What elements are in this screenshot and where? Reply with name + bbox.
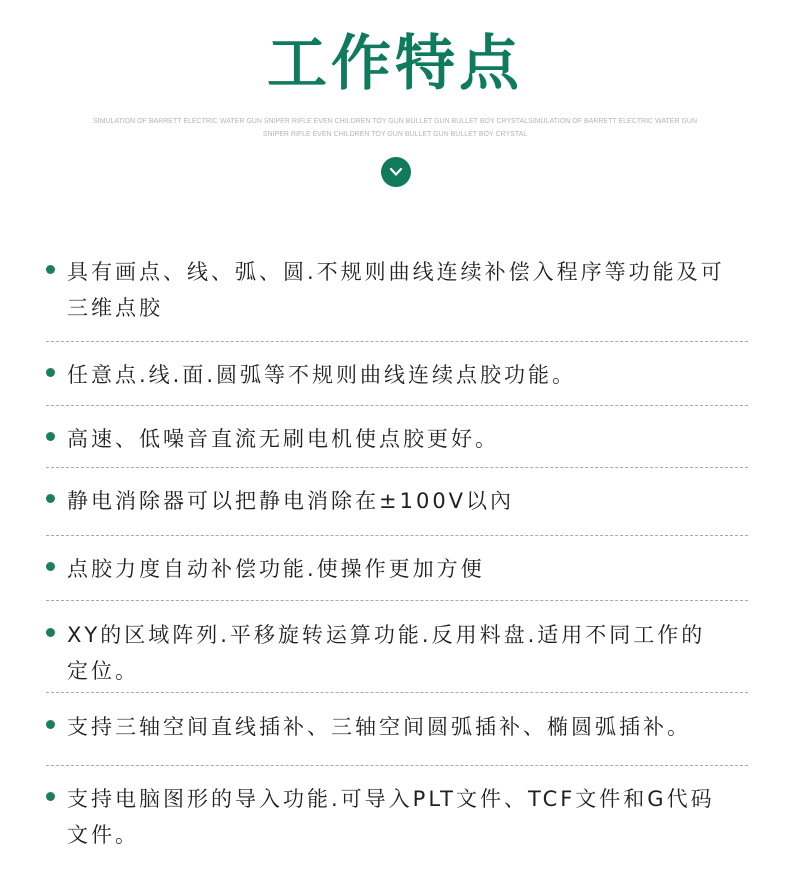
- feature-item: [46, 483, 746, 519]
- feature-text: 静电消除器可以把静电消除在±100V以內: [67, 489, 515, 513]
- feature-item: [46, 617, 746, 689]
- feature-text: 点胶力度自动补偿功能.使操作更加方便: [67, 557, 485, 581]
- divider: [46, 405, 748, 406]
- divider: [46, 765, 748, 766]
- page-subtitle: SIMULATION OF BARRETT ELECTRIC WATER GUN SNIPER RIFLE EVEN CHILDREN TOY GUN BULLET GUN BULLET BOY CRYSTALSIMULATION OF BARRETT ELECTRIC WATER GUN SNIPER RIFLE EVEN CHILDREN TOY GUN BULLET GUN BULLET BOY CRYSTAL: [92, 118, 698, 138]
- divider: [46, 600, 748, 601]
- divider: [46, 467, 748, 468]
- page-title: 工作特点: [267, 29, 523, 99]
- feature-text: XY的区域阵列.平移旋转运算功能.反用料盘.适用不同工作的定位。: [67, 623, 706, 683]
- feature-item: [46, 551, 746, 587]
- bullet-icon: [46, 628, 55, 637]
- divider: [46, 341, 748, 342]
- bullet-icon: [46, 265, 55, 274]
- divider: [46, 692, 748, 693]
- bullet-icon: [46, 368, 55, 377]
- feature-text: 高速、低噪音直流无刷电机使点胶更好。: [67, 427, 499, 451]
- bullet-icon: [46, 432, 55, 441]
- bullet-icon: [46, 562, 55, 571]
- feature-text: 任意点.线.面.圆弧等不规则曲线连续点胶功能。: [67, 363, 577, 387]
- divider: [46, 535, 748, 536]
- scroll-down-button[interactable]: [381, 157, 411, 187]
- bullet-icon: [46, 792, 55, 801]
- bullet-icon: [46, 494, 55, 503]
- feature-item: [46, 357, 746, 393]
- chevron-down-icon: [389, 167, 403, 177]
- bullet-icon: [46, 720, 55, 729]
- feature-item: [46, 781, 746, 853]
- feature-text: 支持三轴空间直线插补、三轴空间圆弧插补、椭圆弧插补。: [67, 715, 691, 739]
- feature-text: 支持电脑图形的导入功能.可导入PLT文件、TCF文件和G代码文件。: [67, 787, 715, 847]
- feature-item: [46, 709, 746, 745]
- feature-item: [46, 421, 746, 457]
- feature-text: 具有画点、线、弧、圆.不规则曲线连续补偿入程序等功能及可三维点胶: [67, 260, 725, 320]
- feature-item: [46, 254, 746, 326]
